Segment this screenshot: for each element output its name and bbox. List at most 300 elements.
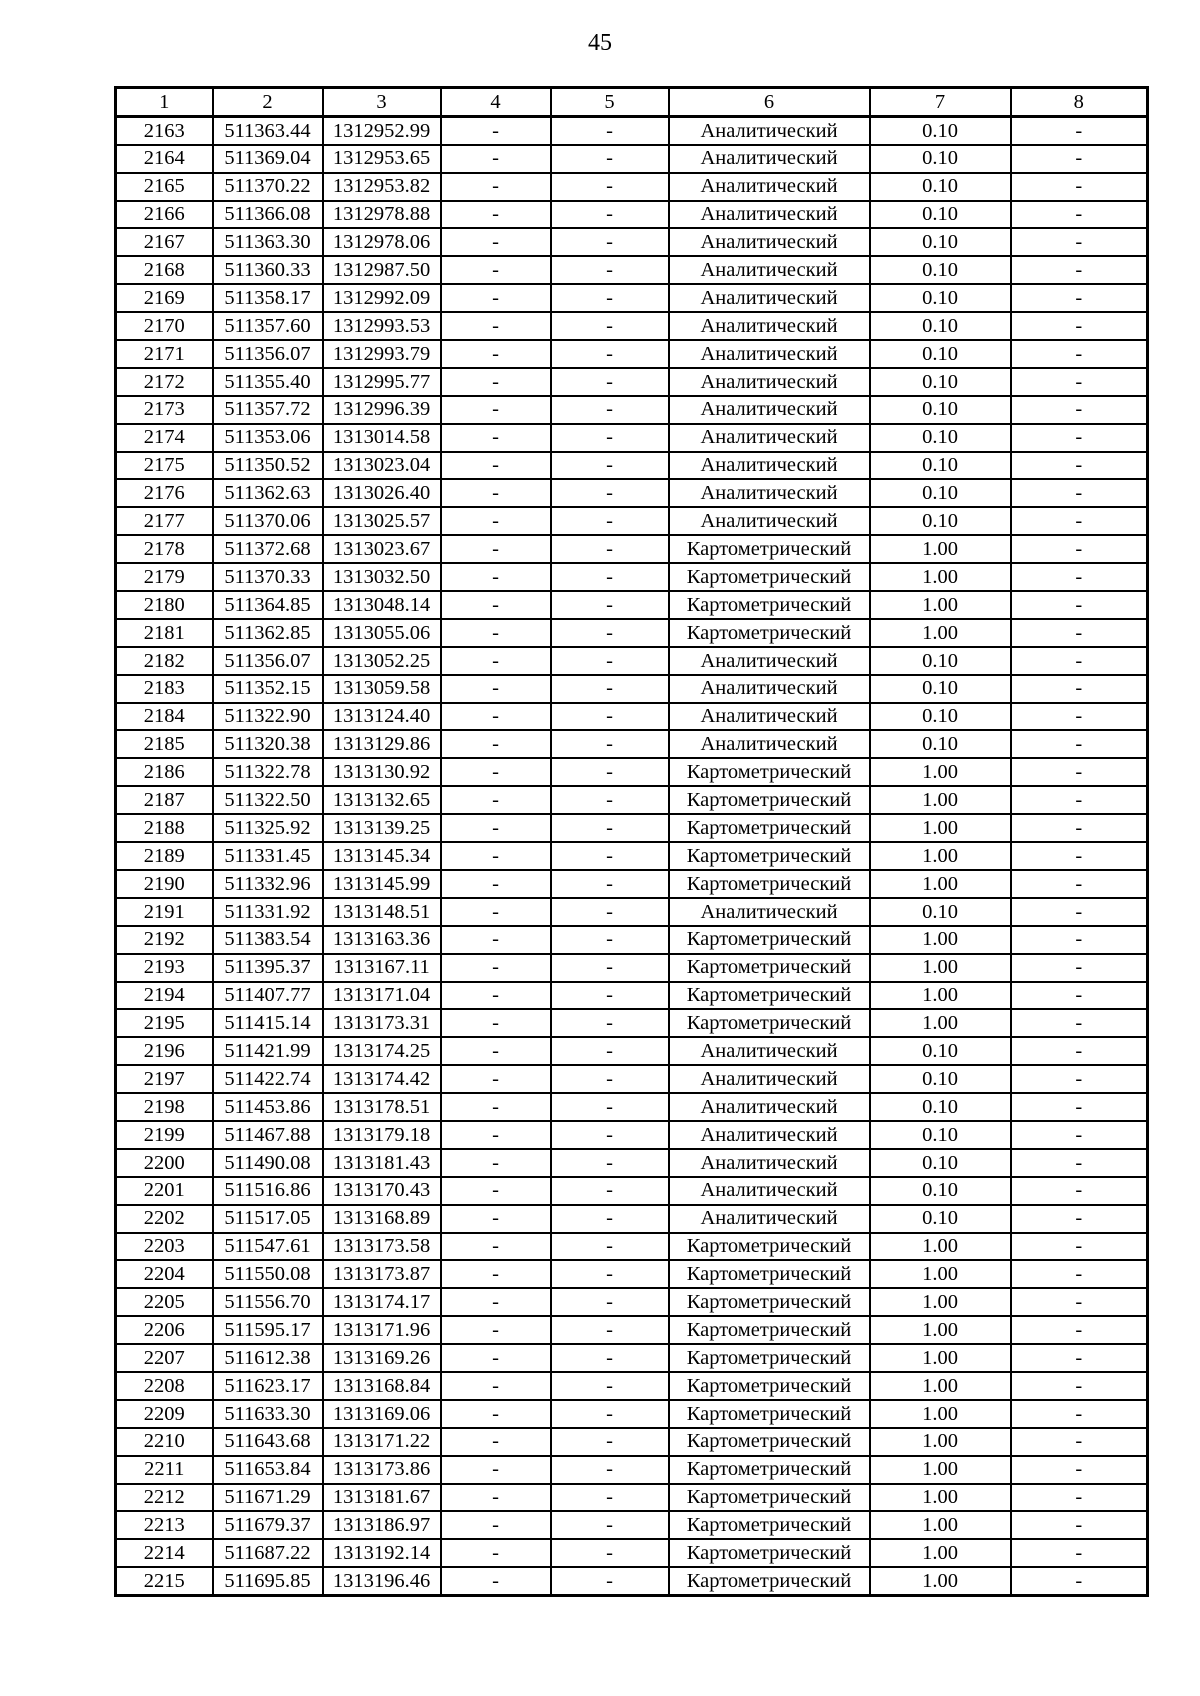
x-coordinate-cell: 511421.99: [213, 1037, 323, 1065]
col4-cell: -: [441, 1233, 551, 1261]
y-coordinate-cell: 1313170.43: [323, 1177, 441, 1205]
point-number-cell: 2185: [116, 730, 213, 758]
col8-cell: -: [1011, 675, 1148, 703]
method-cell: Аналитический: [669, 116, 870, 144]
point-number-cell: 2195: [116, 1009, 213, 1037]
col4-cell: -: [441, 982, 551, 1010]
point-number-cell: 2206: [116, 1316, 213, 1344]
col5-cell: -: [551, 368, 669, 396]
col5-cell: -: [551, 479, 669, 507]
table-row: [116, 1288, 1148, 1316]
col8-cell: -: [1011, 758, 1148, 786]
method-cell: Картометрический: [669, 535, 870, 563]
method-cell: Аналитический: [669, 368, 870, 396]
col8-cell: -: [1011, 1177, 1148, 1205]
accuracy-cell: 0.10: [870, 424, 1011, 452]
x-coordinate-cell: 511422.74: [213, 1065, 323, 1093]
method-cell: Картометрический: [669, 982, 870, 1010]
y-coordinate-cell: 1312992.09: [323, 284, 441, 312]
col8-cell: -: [1011, 396, 1148, 424]
col5-cell: -: [551, 1428, 669, 1456]
y-coordinate-cell: 1313148.51: [323, 898, 441, 926]
table-row: [116, 758, 1148, 786]
col5-cell: -: [551, 926, 669, 954]
col4-cell: -: [441, 256, 551, 284]
column-header: 1: [116, 88, 213, 117]
col8-cell: -: [1011, 591, 1148, 619]
point-number-cell: 2166: [116, 201, 213, 229]
method-cell: Аналитический: [669, 507, 870, 535]
col5-cell: -: [551, 563, 669, 591]
y-coordinate-cell: 1312953.82: [323, 173, 441, 201]
col5-cell: -: [551, 954, 669, 982]
y-coordinate-cell: 1313171.22: [323, 1428, 441, 1456]
accuracy-cell: 0.10: [870, 228, 1011, 256]
point-number-cell: 2178: [116, 535, 213, 563]
table-row: [116, 870, 1148, 898]
col8-cell: -: [1011, 1567, 1148, 1595]
y-coordinate-cell: 1313171.04: [323, 982, 441, 1010]
accuracy-cell: 1.00: [870, 954, 1011, 982]
col5-cell: -: [551, 870, 669, 898]
col4-cell: -: [441, 870, 551, 898]
column-header: 8: [1011, 88, 1148, 117]
table-row: [116, 424, 1148, 452]
method-cell: Аналитический: [669, 340, 870, 368]
method-cell: Аналитический: [669, 1037, 870, 1065]
x-coordinate-cell: 511369.04: [213, 145, 323, 173]
col4-cell: -: [441, 619, 551, 647]
x-coordinate-cell: 511320.38: [213, 730, 323, 758]
y-coordinate-cell: 1313173.86: [323, 1456, 441, 1484]
accuracy-cell: 0.10: [870, 116, 1011, 144]
col4-cell: -: [441, 1009, 551, 1037]
col4-cell: -: [441, 173, 551, 201]
col4-cell: -: [441, 507, 551, 535]
method-cell: Картометрический: [669, 1009, 870, 1037]
col5-cell: -: [551, 1511, 669, 1539]
x-coordinate-cell: 511325.92: [213, 814, 323, 842]
col4-cell: -: [441, 1511, 551, 1539]
table-row: [116, 786, 1148, 814]
col4-cell: -: [441, 1400, 551, 1428]
col5-cell: -: [551, 396, 669, 424]
col5-cell: -: [551, 452, 669, 480]
col4-cell: -: [441, 898, 551, 926]
col4-cell: -: [441, 1344, 551, 1372]
accuracy-cell: 0.10: [870, 1205, 1011, 1233]
accuracy-cell: 0.10: [870, 312, 1011, 340]
y-coordinate-cell: 1312978.06: [323, 228, 441, 256]
accuracy-cell: 1.00: [870, 842, 1011, 870]
table-row: [116, 368, 1148, 396]
method-cell: Картометрический: [669, 563, 870, 591]
col8-cell: -: [1011, 1093, 1148, 1121]
point-number-cell: 2199: [116, 1121, 213, 1149]
col4-cell: -: [441, 201, 551, 229]
x-coordinate-cell: 511358.17: [213, 284, 323, 312]
y-coordinate-cell: 1312996.39: [323, 396, 441, 424]
point-number-cell: 2184: [116, 703, 213, 731]
col4-cell: -: [441, 730, 551, 758]
col8-cell: -: [1011, 1372, 1148, 1400]
x-coordinate-cell: 511612.38: [213, 1344, 323, 1372]
table-row: [116, 814, 1148, 842]
point-number-cell: 2180: [116, 591, 213, 619]
col8-cell: -: [1011, 507, 1148, 535]
col5-cell: -: [551, 1567, 669, 1595]
col4-cell: -: [441, 1093, 551, 1121]
y-coordinate-cell: 1313179.18: [323, 1121, 441, 1149]
col8-cell: -: [1011, 1400, 1148, 1428]
method-cell: Картометрический: [669, 842, 870, 870]
method-cell: Аналитический: [669, 201, 870, 229]
method-cell: Картометрический: [669, 814, 870, 842]
method-cell: Картометрический: [669, 1260, 870, 1288]
accuracy-cell: 0.10: [870, 396, 1011, 424]
accuracy-cell: 0.10: [870, 647, 1011, 675]
method-cell: Картометрический: [669, 1288, 870, 1316]
accuracy-cell: 1.00: [870, 1260, 1011, 1288]
col5-cell: -: [551, 1149, 669, 1177]
column-header: 3: [323, 88, 441, 117]
x-coordinate-cell: 511356.07: [213, 647, 323, 675]
x-coordinate-cell: 511356.07: [213, 340, 323, 368]
col8-cell: -: [1011, 954, 1148, 982]
y-coordinate-cell: 1313052.25: [323, 647, 441, 675]
method-cell: Аналитический: [669, 1121, 870, 1149]
col5-cell: -: [551, 1344, 669, 1372]
x-coordinate-cell: 511363.44: [213, 116, 323, 144]
point-number-cell: 2205: [116, 1288, 213, 1316]
method-cell: Аналитический: [669, 452, 870, 480]
x-coordinate-cell: 511322.78: [213, 758, 323, 786]
point-number-cell: 2165: [116, 173, 213, 201]
y-coordinate-cell: 1313173.31: [323, 1009, 441, 1037]
col8-cell: -: [1011, 1288, 1148, 1316]
table-row: [116, 1121, 1148, 1149]
x-coordinate-cell: 511322.90: [213, 703, 323, 731]
accuracy-cell: 1.00: [870, 1288, 1011, 1316]
col4-cell: -: [441, 842, 551, 870]
accuracy-cell: 1.00: [870, 1344, 1011, 1372]
col8-cell: -: [1011, 1065, 1148, 1093]
table-row: [116, 1511, 1148, 1539]
y-coordinate-cell: 1313169.26: [323, 1344, 441, 1372]
col4-cell: -: [441, 1205, 551, 1233]
x-coordinate-cell: 511360.33: [213, 256, 323, 284]
accuracy-cell: 1.00: [870, 1233, 1011, 1261]
point-number-cell: 2175: [116, 452, 213, 480]
point-number-cell: 2173: [116, 396, 213, 424]
col5-cell: -: [551, 173, 669, 201]
point-number-cell: 2174: [116, 424, 213, 452]
point-number-cell: 2211: [116, 1456, 213, 1484]
col4-cell: -: [441, 1288, 551, 1316]
col4-cell: -: [441, 1484, 551, 1512]
method-cell: Картометрический: [669, 870, 870, 898]
col4-cell: -: [441, 786, 551, 814]
table-row: [116, 954, 1148, 982]
table-header-row: [116, 88, 1148, 117]
point-number-cell: 2168: [116, 256, 213, 284]
x-coordinate-cell: 511550.08: [213, 1260, 323, 1288]
column-header: 2: [213, 88, 323, 117]
y-coordinate-cell: 1313178.51: [323, 1093, 441, 1121]
point-number-cell: 2213: [116, 1511, 213, 1539]
table-row: [116, 1093, 1148, 1121]
col8-cell: -: [1011, 898, 1148, 926]
coordinates-table: [114, 86, 1149, 1597]
x-coordinate-cell: 511653.84: [213, 1456, 323, 1484]
accuracy-cell: 0.10: [870, 898, 1011, 926]
col4-cell: -: [441, 814, 551, 842]
point-number-cell: 2181: [116, 619, 213, 647]
x-coordinate-cell: 511352.15: [213, 675, 323, 703]
accuracy-cell: 1.00: [870, 926, 1011, 954]
col8-cell: -: [1011, 424, 1148, 452]
col5-cell: -: [551, 591, 669, 619]
col5-cell: -: [551, 1260, 669, 1288]
x-coordinate-cell: 511364.85: [213, 591, 323, 619]
table-row: [116, 1316, 1148, 1344]
table-row: [116, 1065, 1148, 1093]
point-number-cell: 2207: [116, 1344, 213, 1372]
table-row: [116, 1260, 1148, 1288]
x-coordinate-cell: 511671.29: [213, 1484, 323, 1512]
col5-cell: -: [551, 284, 669, 312]
x-coordinate-cell: 511366.08: [213, 201, 323, 229]
accuracy-cell: 0.10: [870, 1121, 1011, 1149]
point-number-cell: 2204: [116, 1260, 213, 1288]
table-row: [116, 507, 1148, 535]
point-number-cell: 2169: [116, 284, 213, 312]
accuracy-cell: 0.10: [870, 145, 1011, 173]
method-cell: Аналитический: [669, 730, 870, 758]
y-coordinate-cell: 1313023.04: [323, 452, 441, 480]
col4-cell: -: [441, 479, 551, 507]
table-row: [116, 898, 1148, 926]
y-coordinate-cell: 1313145.34: [323, 842, 441, 870]
col4-cell: -: [441, 563, 551, 591]
col4-cell: -: [441, 1037, 551, 1065]
col5-cell: -: [551, 145, 669, 173]
col5-cell: -: [551, 1205, 669, 1233]
col5-cell: -: [551, 1539, 669, 1567]
table-row: [116, 1372, 1148, 1400]
col5-cell: -: [551, 1009, 669, 1037]
table-row: [116, 591, 1148, 619]
x-coordinate-cell: 511643.68: [213, 1428, 323, 1456]
col8-cell: -: [1011, 842, 1148, 870]
accuracy-cell: 0.10: [870, 507, 1011, 535]
table-row: [116, 396, 1148, 424]
col4-cell: -: [441, 228, 551, 256]
method-cell: Картометрический: [669, 786, 870, 814]
table-row: [116, 1037, 1148, 1065]
method-cell: Картометрический: [669, 591, 870, 619]
y-coordinate-cell: 1313174.17: [323, 1288, 441, 1316]
accuracy-cell: 1.00: [870, 535, 1011, 563]
col4-cell: -: [441, 535, 551, 563]
y-coordinate-cell: 1313174.42: [323, 1065, 441, 1093]
accuracy-cell: 1.00: [870, 1484, 1011, 1512]
col5-cell: -: [551, 1037, 669, 1065]
col8-cell: -: [1011, 256, 1148, 284]
table-row: [116, 1456, 1148, 1484]
point-number-cell: 2202: [116, 1205, 213, 1233]
point-number-cell: 2191: [116, 898, 213, 926]
column-header: 6: [669, 88, 870, 117]
method-cell: Картометрический: [669, 619, 870, 647]
point-number-cell: 2176: [116, 479, 213, 507]
y-coordinate-cell: 1312952.99: [323, 116, 441, 144]
col8-cell: -: [1011, 1316, 1148, 1344]
col5-cell: -: [551, 116, 669, 144]
method-cell: Картометрический: [669, 1428, 870, 1456]
y-coordinate-cell: 1313163.36: [323, 926, 441, 954]
method-cell: Картометрический: [669, 1400, 870, 1428]
x-coordinate-cell: 511353.06: [213, 424, 323, 452]
point-number-cell: 2209: [116, 1400, 213, 1428]
y-coordinate-cell: 1312987.50: [323, 256, 441, 284]
y-coordinate-cell: 1313173.87: [323, 1260, 441, 1288]
accuracy-cell: 1.00: [870, 1511, 1011, 1539]
point-number-cell: 2214: [116, 1539, 213, 1567]
y-coordinate-cell: 1313168.89: [323, 1205, 441, 1233]
col8-cell: -: [1011, 1511, 1148, 1539]
y-coordinate-cell: 1313181.67: [323, 1484, 441, 1512]
col5-cell: -: [551, 703, 669, 731]
col8-cell: -: [1011, 116, 1148, 144]
point-number-cell: 2177: [116, 507, 213, 535]
x-coordinate-cell: 511517.05: [213, 1205, 323, 1233]
x-coordinate-cell: 511623.17: [213, 1372, 323, 1400]
point-number-cell: 2194: [116, 982, 213, 1010]
col8-cell: -: [1011, 1428, 1148, 1456]
method-cell: Аналитический: [669, 479, 870, 507]
method-cell: Аналитический: [669, 898, 870, 926]
col8-cell: -: [1011, 1149, 1148, 1177]
table-body: [116, 116, 1148, 1595]
table-row: [116, 284, 1148, 312]
accuracy-cell: 1.00: [870, 982, 1011, 1010]
point-number-cell: 2197: [116, 1065, 213, 1093]
method-cell: Картометрический: [669, 1372, 870, 1400]
column-header: 4: [441, 88, 551, 117]
y-coordinate-cell: 1313174.25: [323, 1037, 441, 1065]
x-coordinate-cell: 511362.63: [213, 479, 323, 507]
accuracy-cell: 0.10: [870, 284, 1011, 312]
col8-cell: -: [1011, 563, 1148, 591]
table-row: [116, 1149, 1148, 1177]
method-cell: Аналитический: [669, 396, 870, 424]
col8-cell: -: [1011, 1539, 1148, 1567]
col8-cell: -: [1011, 1037, 1148, 1065]
col5-cell: -: [551, 1233, 669, 1261]
x-coordinate-cell: 511372.68: [213, 535, 323, 563]
accuracy-cell: 1.00: [870, 786, 1011, 814]
point-number-cell: 2200: [116, 1149, 213, 1177]
table-row: [116, 1009, 1148, 1037]
accuracy-cell: 1.00: [870, 1567, 1011, 1595]
method-cell: Картометрический: [669, 1567, 870, 1595]
col5-cell: -: [551, 1288, 669, 1316]
col5-cell: -: [551, 535, 669, 563]
accuracy-cell: 0.10: [870, 1037, 1011, 1065]
col4-cell: -: [441, 452, 551, 480]
table-row: [116, 1205, 1148, 1233]
method-cell: Аналитический: [669, 1065, 870, 1093]
y-coordinate-cell: 1312993.53: [323, 312, 441, 340]
method-cell: Картометрический: [669, 1539, 870, 1567]
accuracy-cell: 0.10: [870, 479, 1011, 507]
col8-cell: -: [1011, 479, 1148, 507]
col4-cell: -: [441, 1065, 551, 1093]
col5-cell: -: [551, 256, 669, 284]
y-coordinate-cell: 1313167.11: [323, 954, 441, 982]
table-row: [116, 926, 1148, 954]
y-coordinate-cell: 1313055.06: [323, 619, 441, 647]
col5-cell: -: [551, 758, 669, 786]
col4-cell: -: [441, 1260, 551, 1288]
accuracy-cell: 1.00: [870, 1316, 1011, 1344]
accuracy-cell: 0.10: [870, 703, 1011, 731]
point-number-cell: 2201: [116, 1177, 213, 1205]
col5-cell: -: [551, 1400, 669, 1428]
y-coordinate-cell: 1313168.84: [323, 1372, 441, 1400]
accuracy-cell: 0.10: [870, 730, 1011, 758]
table-row: [116, 647, 1148, 675]
point-number-cell: 2192: [116, 926, 213, 954]
col4-cell: -: [441, 340, 551, 368]
method-cell: Картометрический: [669, 1511, 870, 1539]
x-coordinate-cell: 511453.86: [213, 1093, 323, 1121]
col4-cell: -: [441, 703, 551, 731]
point-number-cell: 2210: [116, 1428, 213, 1456]
x-coordinate-cell: 511687.22: [213, 1539, 323, 1567]
col4-cell: -: [441, 1428, 551, 1456]
col8-cell: -: [1011, 870, 1148, 898]
table-row: [116, 1539, 1148, 1567]
col8-cell: -: [1011, 1456, 1148, 1484]
col8-cell: -: [1011, 340, 1148, 368]
point-number-cell: 2196: [116, 1037, 213, 1065]
accuracy-cell: 1.00: [870, 1539, 1011, 1567]
method-cell: Картометрический: [669, 1233, 870, 1261]
point-number-cell: 2164: [116, 145, 213, 173]
col4-cell: -: [441, 284, 551, 312]
method-cell: Аналитический: [669, 647, 870, 675]
col4-cell: -: [441, 396, 551, 424]
col5-cell: -: [551, 898, 669, 926]
col5-cell: -: [551, 1121, 669, 1149]
x-coordinate-cell: 511357.72: [213, 396, 323, 424]
point-number-cell: 2198: [116, 1093, 213, 1121]
x-coordinate-cell: 511679.37: [213, 1511, 323, 1539]
col8-cell: -: [1011, 228, 1148, 256]
x-coordinate-cell: 511355.40: [213, 368, 323, 396]
accuracy-cell: 0.10: [870, 256, 1011, 284]
col5-cell: -: [551, 1065, 669, 1093]
col8-cell: -: [1011, 814, 1148, 842]
point-number-cell: 2167: [116, 228, 213, 256]
y-coordinate-cell: 1313130.92: [323, 758, 441, 786]
col5-cell: -: [551, 1177, 669, 1205]
y-coordinate-cell: 1312995.77: [323, 368, 441, 396]
point-number-cell: 2190: [116, 870, 213, 898]
col8-cell: -: [1011, 786, 1148, 814]
